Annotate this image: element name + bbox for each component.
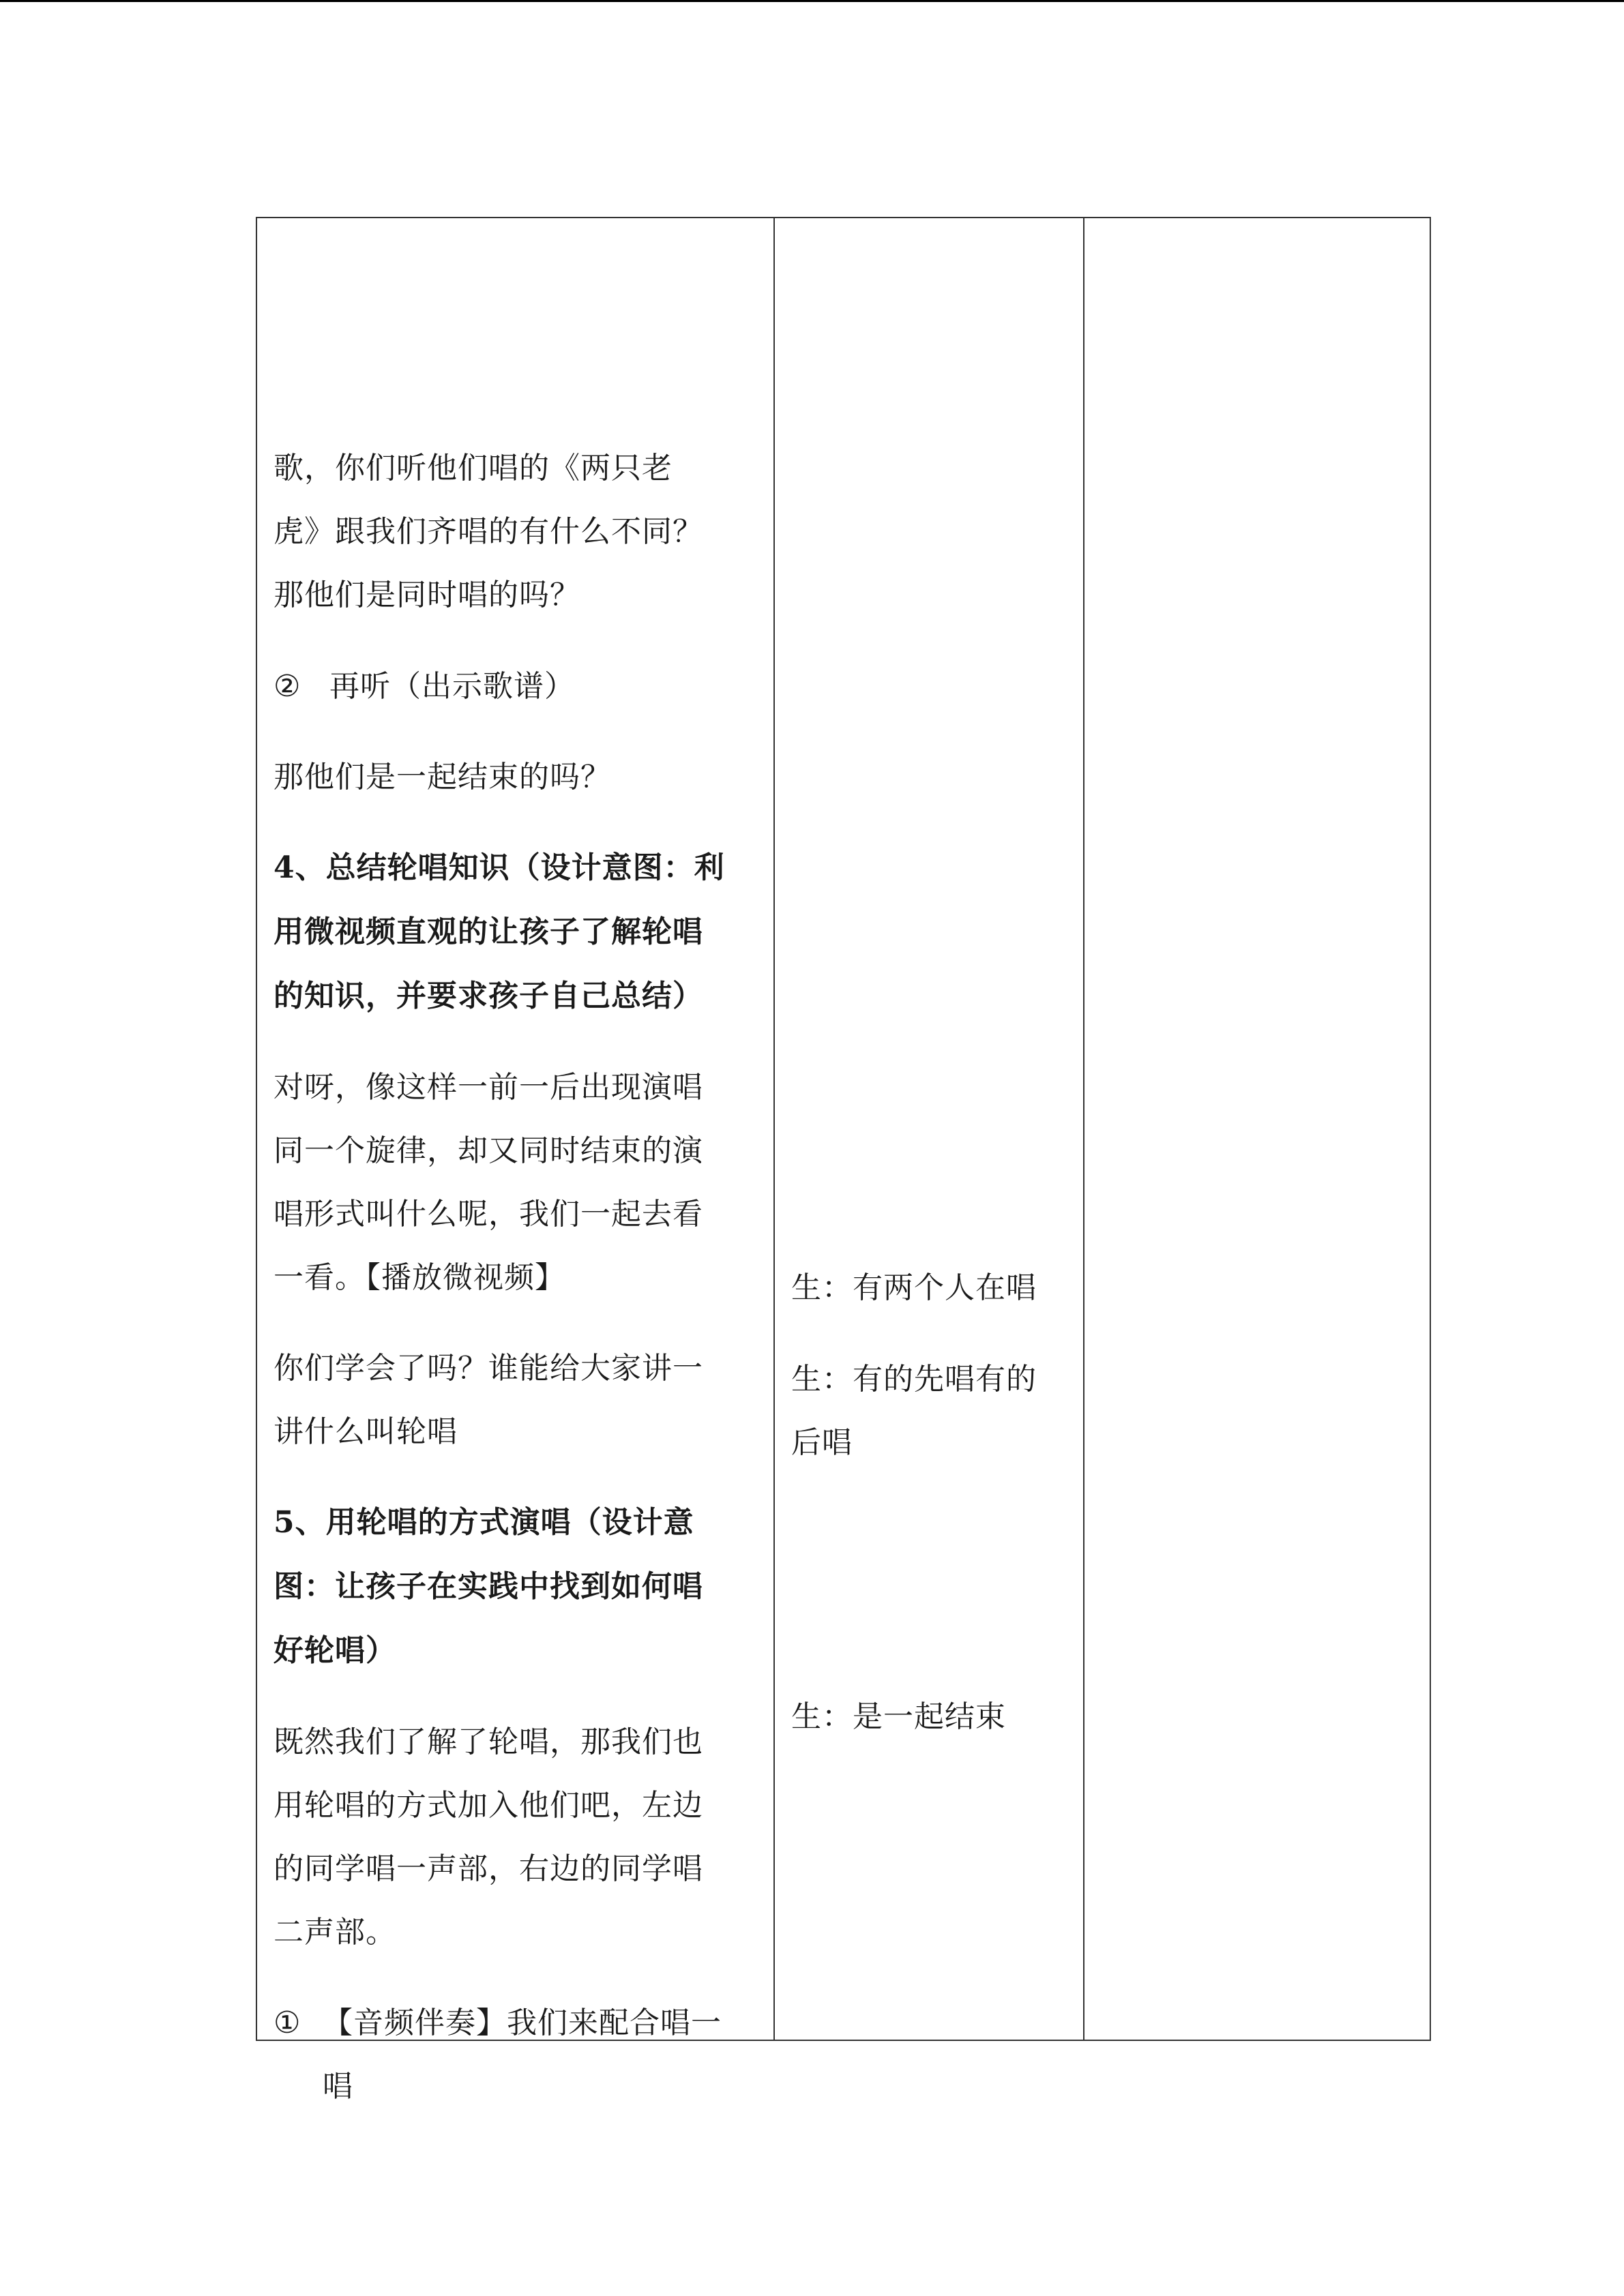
paragraph-line: 那他们是一起结束的吗？ [274,760,611,794]
section-heading-line: 5、用轮唱的方式演唱（设计意 [274,1505,694,1540]
paragraph-line: 二声部。 [274,1915,396,1950]
paragraph-line: 【音频伴奏】我们来配合唱一 [323,2006,722,2040]
section-heading-line: 4、总结轮唱知识（设计意图：利 [274,850,725,885]
teacher-activity-column [257,218,775,2104]
paragraph-line: 的同学唱一声部，右边的同学唱 [274,1851,703,1886]
page-top-rule [0,0,1624,2]
paragraph-line: 唱 [323,2069,353,2104]
paragraph-line: 再听（出示歌谱） [329,669,575,704]
paragraph-line: 对呀，像这样一前一后出现演唱 [274,1070,703,1105]
student-response: 生：是一起结束 [791,1699,1006,1734]
section-heading-line: 图：让孩子在实践中找到如何唱 [274,1569,703,1604]
student-response: 生：有两个人在唱 [791,1270,1037,1305]
paragraph-line: 讲什么叫轮唱 [274,1414,458,1449]
lesson-plan-table [256,217,1431,2104]
list-marker: ① [274,2006,301,2040]
paragraph-line: 那他们是同时唱的吗？ [274,578,580,612]
paragraph-line: 虎》跟我们齐唱的有什么不同？ [274,514,703,549]
notes-column [1084,218,1430,2040]
student-response: 后唱 [791,1425,853,1460]
paragraph-line: 歌，你们听他们唱的《两只老 [274,451,673,486]
paragraph-line: 唱形式叫什么呢，我们一起去看 [274,1197,703,1232]
student-activity-column [775,218,1084,2040]
section-heading-line: 用微视频直观的让孩子了解轮唱 [274,914,703,949]
student-response: 生：有的先唱有的 [791,1362,1037,1397]
section-heading-line: 好轮唱） [274,1633,396,1668]
paragraph-line: 一看。【播放微视频】 [274,1260,565,1295]
paragraph-line: 同一个旋律，却又同时结束的演 [274,1133,703,1168]
list-marker: ② [274,669,301,704]
section-heading-line: 的知识，并要求孩子自己总结） [274,979,703,1013]
paragraph-line: 用轮唱的方式加入他们吧，左边 [274,1788,703,1823]
paragraph-line: 你们学会了吗？谁能给大家讲一 [274,1351,703,1386]
paragraph-line: 既然我们了解了轮唱，那我们也 [274,1725,703,1759]
